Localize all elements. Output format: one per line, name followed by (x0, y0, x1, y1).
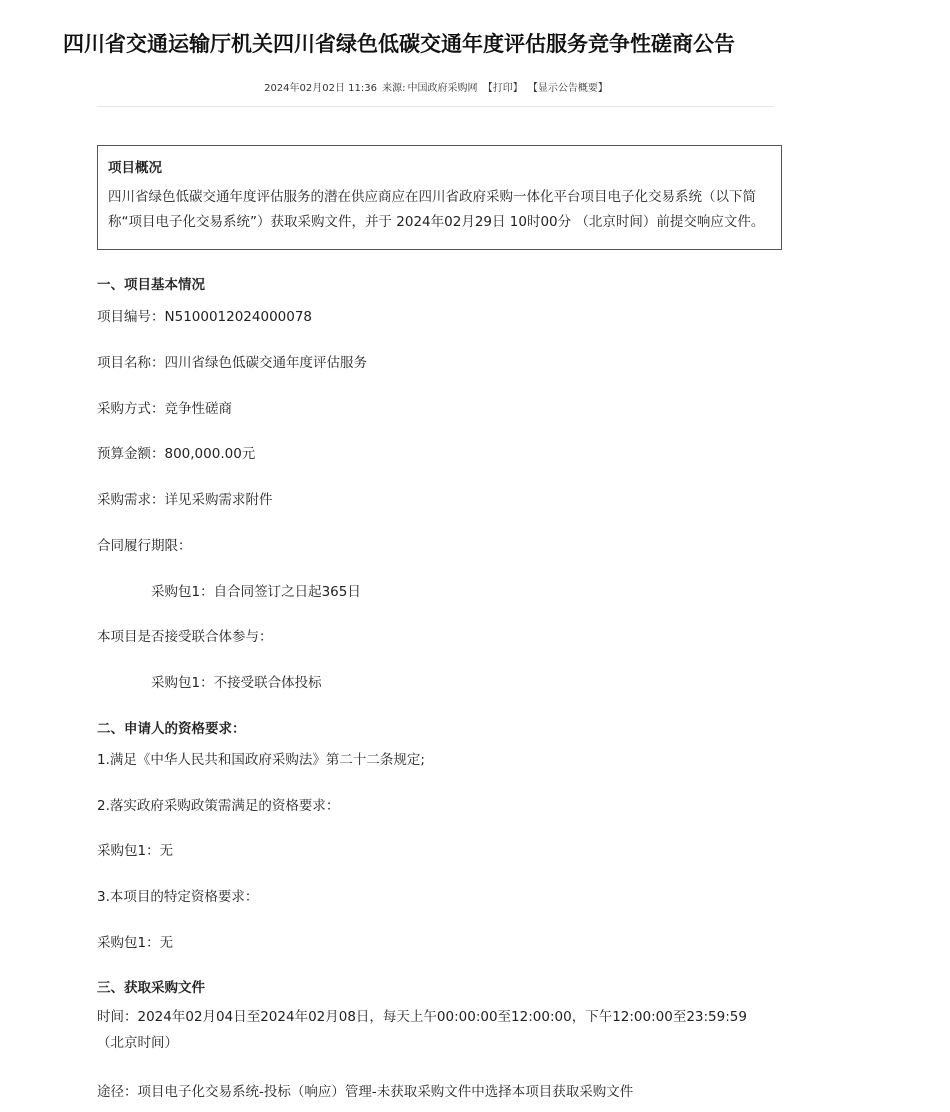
consortium-label: 本项目是否接受联合体参与： (97, 629, 273, 645)
publish-date: 2024年02月02日 11:36 (264, 83, 377, 94)
qualification-item-3: 3.本项目的特定资格要求： (97, 889, 259, 905)
show-summary-link[interactable]: 【显示公告概要】 (527, 83, 608, 94)
procurement-requirement: 采购需求：详见采购需求附件 (97, 492, 273, 508)
section-qualification-heading: 二、申请人的资格要求： (97, 721, 246, 737)
contract-period-label: 合同履行期限： (97, 538, 192, 554)
procurement-method: 采购方式：竞争性磋商 (97, 401, 232, 417)
source-name: 中国政府采购网 (407, 83, 478, 94)
obtain-documents-time: 时间：2024年02月04日至2024年02月08日，每天上午00:00:00至12:00:00，下午12:00:00至23:59:59（北京时间） (97, 1009, 747, 1051)
budget-amount: 预算金额：800,000.00元 (97, 446, 256, 462)
overview-body: 四川省绿色低碳交通年度评估服务的潜在供应商应在四川省政府采购一体化平台项目电子化交易系统（以下简称“项目电子化交易系统”）获取采购文件，并于 2024年02月29日 10时00分 （北京时间）前提交响应文件。 (108, 189, 765, 230)
section-obtain-documents-heading: 三、获取采购文件 (97, 980, 205, 996)
publish-meta (97, 79, 775, 94)
obtain-documents-channel: 途径：项目电子化交易系统-投标（响应）管理-未获取采购文件中选择本项目获取采购文件 (97, 1084, 634, 1100)
section-basic-info-heading: 一、项目基本情况 (97, 277, 205, 293)
project-overview-box (97, 145, 782, 250)
overview-heading: 项目概况 (108, 160, 162, 176)
qualification-item-1: 1.满足《中华人民共和国政府采购法》第二十二条规定; (97, 752, 425, 768)
contract-period-package: 采购包1：自合同签订之日起365日 (151, 584, 361, 600)
header-divider (97, 106, 774, 107)
consortium-package: 采购包1：不接受联合体投标 (151, 675, 322, 691)
project-number: 项目编号：N5100012024000078 (97, 309, 313, 325)
print-link[interactable]: 【打印】 (482, 83, 523, 94)
qualification-item-2-package: 采购包1：无 (97, 843, 174, 859)
project-name: 项目名称：四川省绿色低碳交通年度评估服务 (97, 355, 367, 371)
qualification-item-2: 2.落实政府采购政策需满足的资格要求： (97, 798, 340, 814)
source-label: 来源: (382, 83, 406, 94)
page-title: 四川省交通运输厅机关四川省绿色低碳交通年度评估服务竞争性磋商公告 (63, 32, 735, 56)
qualification-item-3-package: 采购包1：无 (97, 935, 174, 951)
